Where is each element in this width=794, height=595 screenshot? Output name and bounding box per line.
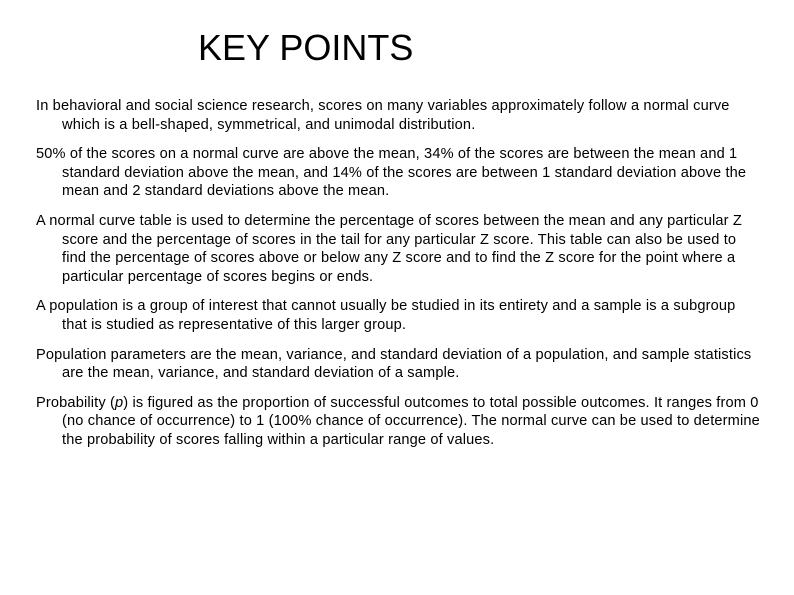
key-point-parameters-statistics: Population parameters are the mean, variance, and standard deviation of a population, and sample statistics are the mean, variance, and standard deviation of a sample. (36, 346, 752, 382)
probability-text-before: Probability ( (36, 394, 116, 411)
probability-symbol: p (115, 394, 124, 411)
key-point-population-sample: A population is a group of interest that cannot usually be studied in its entirety and a sample is a subgroup that is studied as representative of this larger group. (36, 298, 736, 333)
slide-title: KEY POINTS (198, 27, 414, 68)
key-point-normal-curve: In behavioral and social science research, scores on many variables approximately follow a normal curve which is a bell-shaped, symmetrical, and unimodal distribution. (36, 98, 730, 133)
probability-text-after: ) is figured as the proportion of successful outcomes to total possible outcomes. It ranges from 0 (no chance of occurrence) to 1 (100% chance of occurrence). The normal curve can be used to determine the probability of scores falling within a particular range of values. (62, 394, 760, 448)
key-point-percentages: 50% of the scores on a normal curve are above the mean, 34% of the scores are between the mean and 1 standard deviation above the mean, and 14% of the scores are between 1 standard deviation above the mean and 2 standard deviations above the mean. (36, 146, 747, 200)
key-point-normal-curve-table: A normal curve table is used to determine the percentage of scores between the mean and any particular Z score and the percentage of scores in the tail for any particular Z score. This table can also be used to find the percentage of scores above or below any Z score and to find the Z score for the point where a particular percentage of scores begins or ends. (36, 212, 742, 285)
key-points-list (36, 97, 764, 461)
key-point-probability (36, 394, 764, 450)
